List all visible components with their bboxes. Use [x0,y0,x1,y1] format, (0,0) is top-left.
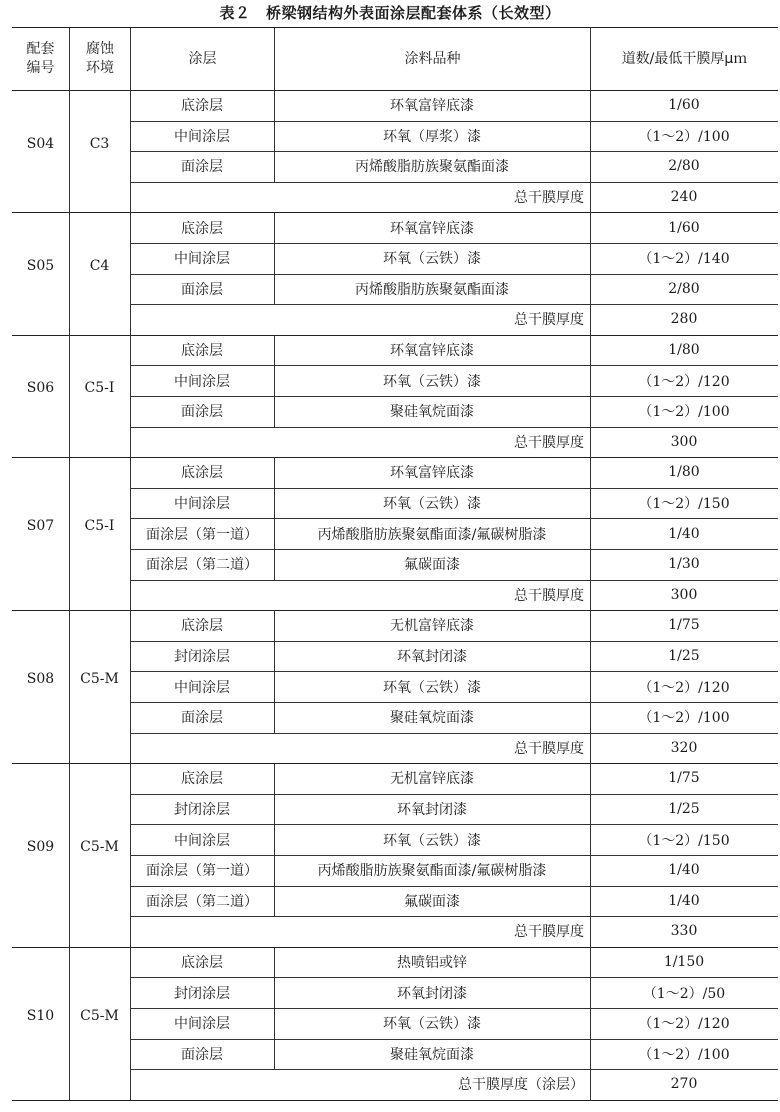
paint-type: 环氧封闭漆 [397,649,467,666]
header-system-no [12,28,69,90]
coat-layer: 面涂层 [181,710,223,727]
header-environment-text: 腐蚀 环境 [86,41,114,76]
table-title: 表２ 桥梁钢结构外表面涂层配套体系（长效型） [219,4,561,22]
thickness-value: 1/80 [668,464,700,481]
paint-type: 环氧（云铁）漆 [383,496,481,513]
thickness-value: 1/60 [668,219,700,236]
table-bottom-rule [12,1100,778,1101]
total-thickness-label: 总干膜厚度 [514,587,584,604]
paint-type: 环氧（厚浆）漆 [383,128,481,145]
environment-class: C5-M [80,671,119,688]
environment-class: C5-M [80,839,119,856]
coating-group [12,947,778,1100]
coat-layer: 面涂层 [181,281,223,298]
coat-layer: 封闭涂层 [174,985,230,1002]
coat-layer: 底涂层 [181,98,223,115]
total-thickness-label: 总干膜厚度 [514,190,584,207]
paint-type: 丙烯酸脂肪族聚氨酯面漆 [355,281,509,298]
coat-layer: 底涂层 [181,618,223,635]
header-system-no-text: 配套 编号 [26,41,55,76]
thickness-value: 1/60 [668,97,700,114]
coating-group [12,90,778,212]
thickness-value: 1/40 [668,525,700,542]
header-thickness: 道数/最低干膜厚μｍ [590,28,778,90]
thickness-value: （1～2）/100 [638,710,730,727]
thickness-value: 2/80 [668,280,700,297]
system-code: S04 [26,135,55,152]
system-code: S07 [26,518,55,535]
paint-type: 丙烯酸脂肪族聚氨酯面漆 [355,159,509,176]
thickness-value: 1/80 [668,342,700,359]
environment-class: C5-I [84,380,115,397]
thickness-value: 1/25 [668,648,700,665]
coat-layer: 中间涂层 [174,1016,230,1033]
thickness-value: （1～2）/100 [638,128,730,145]
thickness-value: （1～2）/120 [638,1016,730,1033]
thickness-value: 2/80 [668,158,700,175]
thickness-value: （1～2）/150 [638,496,730,513]
paint-type: 环氧（云铁）漆 [383,1016,481,1033]
paint-type: 无机富锌底漆 [390,771,474,788]
coat-layer: 面涂层 [181,404,223,421]
thickness-value: 1/40 [668,862,700,879]
paint-type: 氟碳面漆 [404,557,460,574]
thickness-value: 1/75 [668,617,700,634]
paint-type: 丙烯酸脂肪族聚氨酯面漆/氟碳树脂漆 [317,863,547,880]
total-thickness-label: 总干膜厚度（涂层） [458,1077,584,1094]
coat-layer: 底涂层 [181,343,223,360]
coat-layer: 面涂层 [181,159,223,176]
coat-layer: 面涂层（第一道） [146,526,258,543]
thickness-value: （1～2）/50 [642,985,726,1002]
coat-layer: 中间涂层 [174,679,230,696]
environment-class: C5-M [80,1007,119,1024]
paint-type: 环氧（云铁）漆 [383,679,481,696]
total-thickness-label: 总干膜厚度 [514,740,584,757]
coating-group [12,457,778,610]
paint-type: 环氧富锌底漆 [390,98,474,115]
coat-layer: 底涂层 [181,771,223,788]
total-thickness-label: 总干膜厚度 [514,434,584,451]
paint-type: 无机富锌底漆 [390,618,474,635]
thickness-value: 1/150 [663,954,705,971]
system-code: S09 [26,839,55,856]
paint-type: 环氧富锌底漆 [390,343,474,360]
total-thickness-value: 330 [670,923,698,940]
paint-type: 聚硅氧烷面漆 [390,710,474,727]
thickness-value: 1/40 [668,892,700,909]
paint-type: 环氧（云铁）漆 [383,373,481,390]
system-code: S06 [26,380,55,397]
system-code: S05 [26,257,55,274]
paint-type: 环氧富锌底漆 [390,465,474,482]
total-thickness-value: 320 [670,739,698,756]
total-thickness-value: 300 [670,433,698,450]
environment-class: C4 [89,257,110,274]
paint-type: 环氧富锌底漆 [390,220,474,237]
coat-layer: 封闭涂层 [174,649,230,666]
coat-layer: 封闭涂层 [174,802,230,819]
coat-layer: 中间涂层 [174,496,230,513]
thickness-value: （1～2）/150 [638,832,730,849]
thickness-value: 1/30 [668,556,700,573]
header-layer: 涂层 [130,28,274,90]
total-thickness-label: 总干膜厚度 [514,312,584,329]
coating-group [12,763,778,947]
thickness-value: （1～2）/100 [638,1046,730,1063]
coat-layer: 面涂层（第二道） [146,893,258,910]
environment-class: C3 [89,135,110,152]
thickness-value: 1/25 [668,801,700,818]
coat-layer: 面涂层（第二道） [146,557,258,574]
total-thickness-value: 280 [670,311,698,328]
coat-layer: 底涂层 [181,465,223,482]
coating-group [12,335,778,457]
thickness-value: （1～2）/120 [638,373,730,390]
environment-class: C5-I [84,518,115,535]
paint-type: 环氧封闭漆 [397,802,467,819]
thickness-value: （1～2）/100 [638,404,730,421]
coat-layer: 中间涂层 [174,832,230,849]
total-thickness-value: 240 [670,189,698,206]
thickness-value: （1～2）/140 [638,251,730,268]
coat-layer: 面涂层（第一道） [146,863,258,880]
paint-type: 环氧（云铁）漆 [383,251,481,268]
paint-type: 热喷铝或锌 [397,955,467,972]
total-thickness-label: 总干膜厚度 [514,924,584,941]
coat-layer: 中间涂层 [174,251,230,268]
coat-layer: 面涂层 [181,1046,223,1063]
paint-type: 环氧封闭漆 [397,985,467,1002]
header-paint: 涂料品种 [274,28,590,90]
paint-type: 环氧（云铁）漆 [383,832,481,849]
paint-type: 聚硅氧烷面漆 [390,1046,474,1063]
paint-type: 氟碳面漆 [404,893,460,910]
header-environment [69,28,130,90]
thickness-value: （1～2）/120 [638,679,730,696]
coating-group [12,212,778,334]
total-thickness-value: 270 [670,1076,698,1093]
table-header [12,27,778,90]
paint-type: 丙烯酸脂肪族聚氨酯面漆/氟碳树脂漆 [317,526,547,543]
coating-group [12,610,778,763]
paint-type: 聚硅氧烷面漆 [390,404,474,421]
coat-layer: 中间涂层 [174,128,230,145]
total-thickness-value: 300 [670,586,698,603]
coat-layer: 底涂层 [181,220,223,237]
coat-layer: 中间涂层 [174,373,230,390]
system-code: S08 [26,671,55,688]
system-code: S10 [26,1007,55,1024]
coat-layer: 底涂层 [181,955,223,972]
thickness-value: 1/75 [668,770,700,787]
